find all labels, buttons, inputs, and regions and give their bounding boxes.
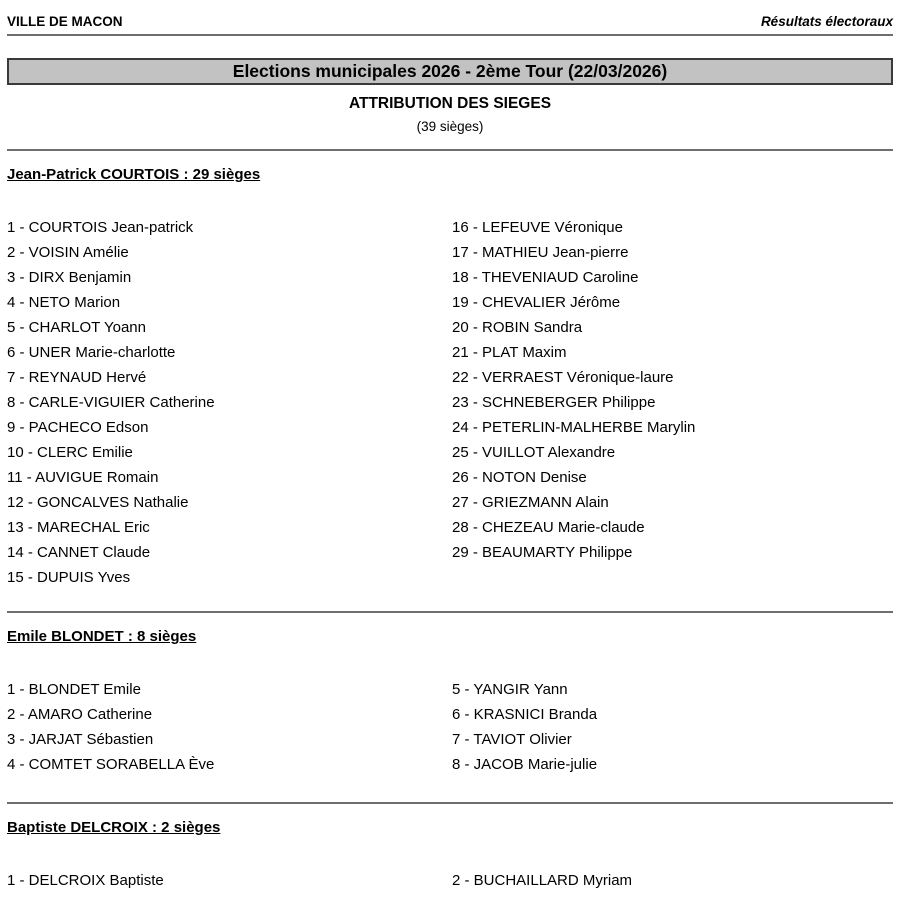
seat-item: 3 - JARJAT Sébastien	[7, 731, 154, 748]
seat-item: 11 - AUVIGUE Romain	[7, 469, 159, 486]
seat-item: 27 - GRIEZMANN Alain	[452, 494, 609, 511]
seat-item: 13 - MARECHAL Eric	[7, 519, 150, 536]
candidate-column-left	[7, 677, 452, 777]
seat-item: 12 - GONCALVES Nathalie	[7, 494, 189, 511]
seats-attribution-title: ATTRIBUTION DES SIEGES	[348, 95, 552, 112]
seat-item: 26 - NOTON Denise	[452, 469, 587, 486]
seat-item: 1 - DELCROIX Baptiste	[7, 872, 164, 889]
seat-item: 9 - PACHECO Edson	[7, 419, 149, 436]
candidate-column-left	[7, 215, 452, 590]
section-divider	[7, 802, 893, 804]
seat-item: 25 - VUILLOT Alexandre	[452, 444, 616, 461]
section-divider	[7, 611, 893, 613]
seat-item: 1 - COURTOIS Jean-patrick	[7, 219, 194, 236]
list-heading-courtois: Jean-Patrick COURTOIS : 29 sièges	[7, 166, 261, 183]
document-header	[7, 14, 893, 29]
document-type-label: Résultats électoraux	[760, 14, 893, 29]
seat-item: 8 - CARLE-VIGUIER Catherine	[7, 394, 215, 411]
seat-item: 18 - THEVENIAUD Caroline	[452, 269, 639, 286]
seat-item: 16 - LEFEUVE Véronique	[452, 219, 623, 236]
candidate-column-left	[7, 868, 452, 893]
candidate-list-courtois	[7, 215, 893, 590]
seat-item: 20 - ROBIN Sandra	[452, 319, 583, 336]
seat-item: 23 - SCHNEBERGER Philippe	[452, 394, 656, 411]
seat-item: 5 - CHARLOT Yoann	[7, 319, 146, 336]
seat-item: 10 - CLERC Emilie	[7, 444, 133, 461]
seat-item: 2 - AMARO Catherine	[7, 706, 153, 723]
seat-item: 21 - PLAT Maxim	[452, 344, 567, 361]
total-seats-label: (39 sièges)	[416, 119, 484, 134]
candidate-column-right	[452, 868, 893, 893]
candidate-column-right	[452, 677, 893, 777]
candidate-column-right	[452, 215, 893, 590]
seat-item: 7 - REYNAUD Hervé	[7, 369, 147, 386]
candidate-list-delcroix	[7, 868, 893, 893]
seat-item: 19 - CHEVALIER Jérôme	[452, 294, 621, 311]
seat-item: 14 - CANNET Claude	[7, 544, 151, 561]
seat-item: 29 - BEAUMARTY Philippe	[452, 544, 633, 561]
list-heading-blondet: Emile BLONDET : 8 sièges	[7, 628, 197, 645]
seat-item: 4 - COMTET SORABELLA Ève	[7, 756, 215, 773]
seat-item: 6 - KRASNICI Branda	[452, 706, 598, 723]
organization-name: VILLE DE MACON	[7, 14, 123, 29]
section-divider	[7, 149, 893, 151]
seat-item: 8 - JACOB Marie-julie	[452, 756, 598, 773]
seat-item: 22 - VERRAEST Véronique-laure	[452, 369, 674, 386]
seat-item: 6 - UNER Marie-charlotte	[7, 344, 176, 361]
seat-item: 1 - BLONDET Emile	[7, 681, 141, 698]
seat-item: 3 - DIRX Benjamin	[7, 269, 132, 286]
candidate-list-blondet	[7, 677, 893, 777]
seat-item: 15 - DUPUIS Yves	[7, 569, 131, 586]
seat-item: 2 - BUCHAILLARD Myriam	[452, 872, 633, 889]
seat-item: 5 - YANGIR Yann	[452, 681, 568, 698]
seat-item: 17 - MATHIEU Jean-pierre	[452, 244, 629, 261]
seat-item: 24 - PETERLIN-MALHERBE Marylin	[452, 419, 696, 436]
seat-item: 2 - VOISIN Amélie	[7, 244, 129, 261]
header-divider	[7, 34, 893, 36]
seat-item: 4 - NETO Marion	[7, 294, 121, 311]
seat-item: 28 - CHEZEAU Marie-claude	[452, 519, 645, 536]
election-title-banner: Elections municipales 2026 - 2ème Tour (22/03/2026)	[7, 58, 893, 85]
list-heading-delcroix: Baptiste DELCROIX : 2 sièges	[7, 819, 221, 836]
seat-item: 7 - TAVIOT Olivier	[452, 731, 572, 748]
